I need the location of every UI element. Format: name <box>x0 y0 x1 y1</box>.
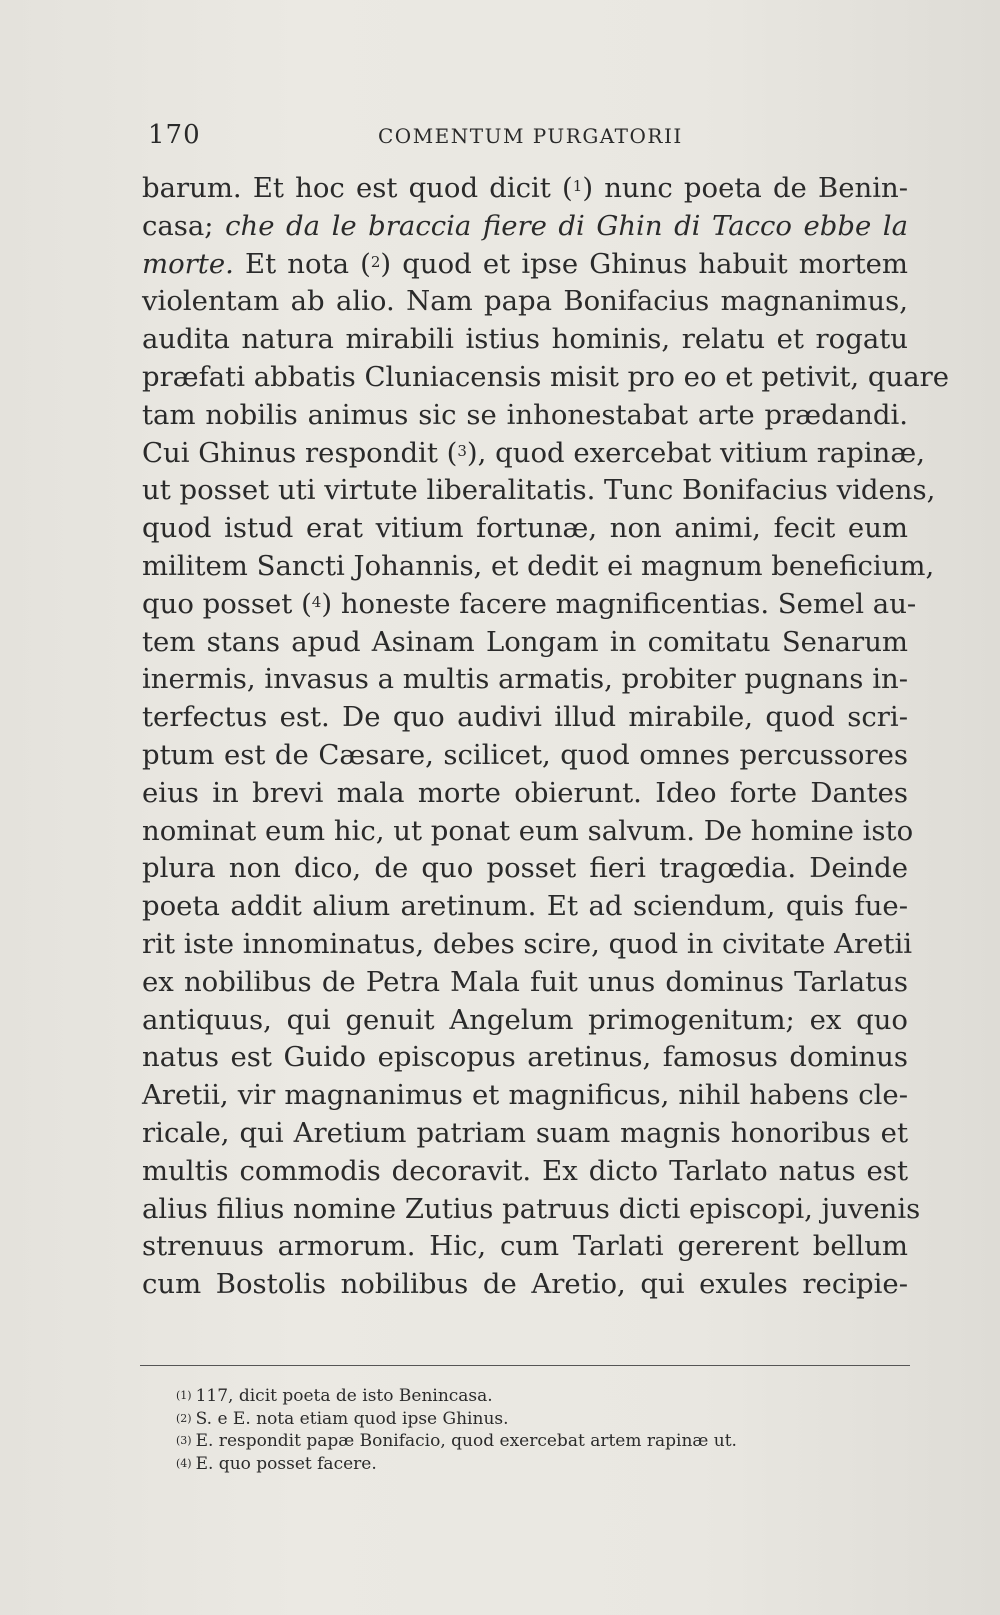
footnote-rule <box>140 1365 910 1366</box>
text-segment: natus est Guido episcopus aretinus, famosus dominus <box>142 1041 908 1074</box>
text-line <box>142 1077 908 1115</box>
text-segment: audita natura mirabili istius hominis, relatu et rogatu <box>142 323 908 356</box>
text-segment: Aretii, vir magnanimus et magnificus, nihil habens cle- <box>142 1079 908 1112</box>
text-segment: quo posset ( <box>142 587 312 620</box>
text-line <box>142 850 908 888</box>
text-line <box>142 964 908 1002</box>
text-line <box>142 926 913 964</box>
text-segment: violentam ab alio. Nam papa Bonifacius magnanimus, <box>142 285 908 318</box>
text-segment: cum Bostolis nobilibus de Aretio, qui exules recipie- <box>142 1268 908 1301</box>
footnote-mark: (3) <box>176 1434 192 1447</box>
text-line <box>142 624 908 662</box>
text-line <box>142 1228 908 1266</box>
text-line <box>142 170 908 208</box>
text-line <box>142 1153 908 1191</box>
text-segment: nominat eum hic, ut ponat eum salvum. De homine isto <box>142 814 914 847</box>
text-line <box>142 586 917 624</box>
text-line <box>142 1115 908 1153</box>
body-text <box>142 170 950 1304</box>
footnote-text: S. e E. nota etiam quod ipse Ghinus. <box>195 1408 509 1429</box>
text-line <box>142 775 908 813</box>
text-segment: ricale, qui Aretium patriam suam magnis honoribus et <box>142 1116 908 1149</box>
footnote-mark: (1) <box>176 1389 192 1402</box>
text-line <box>142 435 925 473</box>
text-line <box>142 472 936 510</box>
footnote-ref: 2 <box>370 252 381 271</box>
running-title: COMENTUM PURGATORII <box>378 124 683 148</box>
text-line <box>142 699 908 737</box>
text-segment: ptum est de Cæsare, scilicet, quod omnes percussores <box>142 738 908 771</box>
text-segment: militem Sancti Johannis, et dedit ei magnum beneficium, <box>142 549 935 582</box>
text-line <box>142 737 908 775</box>
text-line <box>142 283 908 321</box>
text-line <box>142 661 908 699</box>
text-segment: rit iste innominatus, debes scire, quod in civitate Aretii <box>142 927 913 960</box>
text-line <box>142 510 908 548</box>
text-line <box>142 246 908 284</box>
text-segment: ), quod exercebat vitium rapinæ, <box>466 436 925 469</box>
footnote-text: E. quo posset facere. <box>195 1453 377 1474</box>
footnotes <box>176 1385 836 1475</box>
text-segment: ) quod et ipse Ghinus habuit mortem <box>380 247 908 280</box>
italic-text: morte. <box>142 247 234 280</box>
text-segment: tam nobilis animus sic se inhonestabat arte prædandi. <box>142 398 908 431</box>
text-segment: poeta addit alium aretinum. Et ad sciendum, quis fue- <box>142 890 908 923</box>
footnote <box>176 1408 836 1431</box>
footnote-text: E. respondit papæ Bonifacio, quod exercebat artem rapinæ ut. <box>195 1431 737 1451</box>
text-line <box>142 813 914 851</box>
footnote <box>176 1430 836 1453</box>
footnote-mark: (4) <box>176 1456 192 1470</box>
text-segment: barum. Et hoc est quod dicit ( <box>142 172 573 204</box>
italic-text: che da le braccia fiere di Ghin di Tacco ebbe la <box>225 209 908 242</box>
text-segment: ex nobilibus de Petra Mala fuit unus dominus Tarlatus <box>142 965 908 998</box>
text-line <box>142 397 908 435</box>
footnote-text: 117, dicit poeta de isto Benincasa. <box>195 1386 493 1406</box>
text-segment: eius in brevi mala morte obierunt. Ideo forte Dantes <box>142 776 908 809</box>
footnote <box>176 1385 836 1408</box>
text-segment: quod istud erat vitium fortunæ, non animi, fecit eum <box>142 512 908 545</box>
text-segment: plura non dico, de quo posset fieri tragœdia. Deinde <box>142 852 908 885</box>
text-segment: tem stans apud Asinam Longam in comitatu Senarum <box>142 625 908 658</box>
footnote-mark: (2) <box>176 1411 192 1425</box>
text-line <box>142 1002 908 1040</box>
text-line <box>142 208 908 246</box>
text-segment: ut posset uti virtute liberalitatis. Tunc Bonifacius videns, <box>142 474 936 507</box>
text-segment: alius filius nomine Zutius patruus dicti episcopi, juvenis <box>142 1192 921 1225</box>
text-line <box>142 1266 908 1304</box>
text-segment: multis commodis decoravit. Ex dicto Tarlato natus est <box>142 1154 908 1187</box>
text-segment: antiquus, qui genuit Angelum primogenitum; ex quo <box>142 1003 908 1036</box>
page-number: 170 <box>148 120 201 150</box>
page-header <box>148 120 898 160</box>
text-line <box>142 321 908 359</box>
footnote-ref: 4 <box>311 592 322 611</box>
text-segment: Cui Ghinus respondit ( <box>142 436 458 469</box>
footnote <box>176 1453 836 1476</box>
text-segment: Et nota ( <box>233 247 371 280</box>
text-line <box>142 548 935 586</box>
text-segment: inermis, invasus a multis armatis, probiter pugnans in- <box>142 663 908 696</box>
text-line <box>142 888 908 926</box>
text-segment: præfati abbatis Cluniacensis misit pro eo et petivit, quare <box>142 360 950 393</box>
text-segment: terfectus est. De quo audivi illud mirabile, quod scri- <box>142 701 908 734</box>
footnote-ref: 3 <box>457 441 467 460</box>
text-segment: ) honeste facere magnificentias. Semel au- <box>321 587 917 620</box>
text-segment: strenuus armorum. Hic, cum Tarlati gererent bellum <box>142 1230 908 1263</box>
text-line <box>142 1039 908 1077</box>
footnote-ref: 1 <box>572 177 583 195</box>
text-segment: ) nunc poeta de Benin- <box>582 172 908 204</box>
text-line <box>142 1191 921 1229</box>
text-line <box>142 359 950 397</box>
text-segment: casa; <box>142 209 226 242</box>
